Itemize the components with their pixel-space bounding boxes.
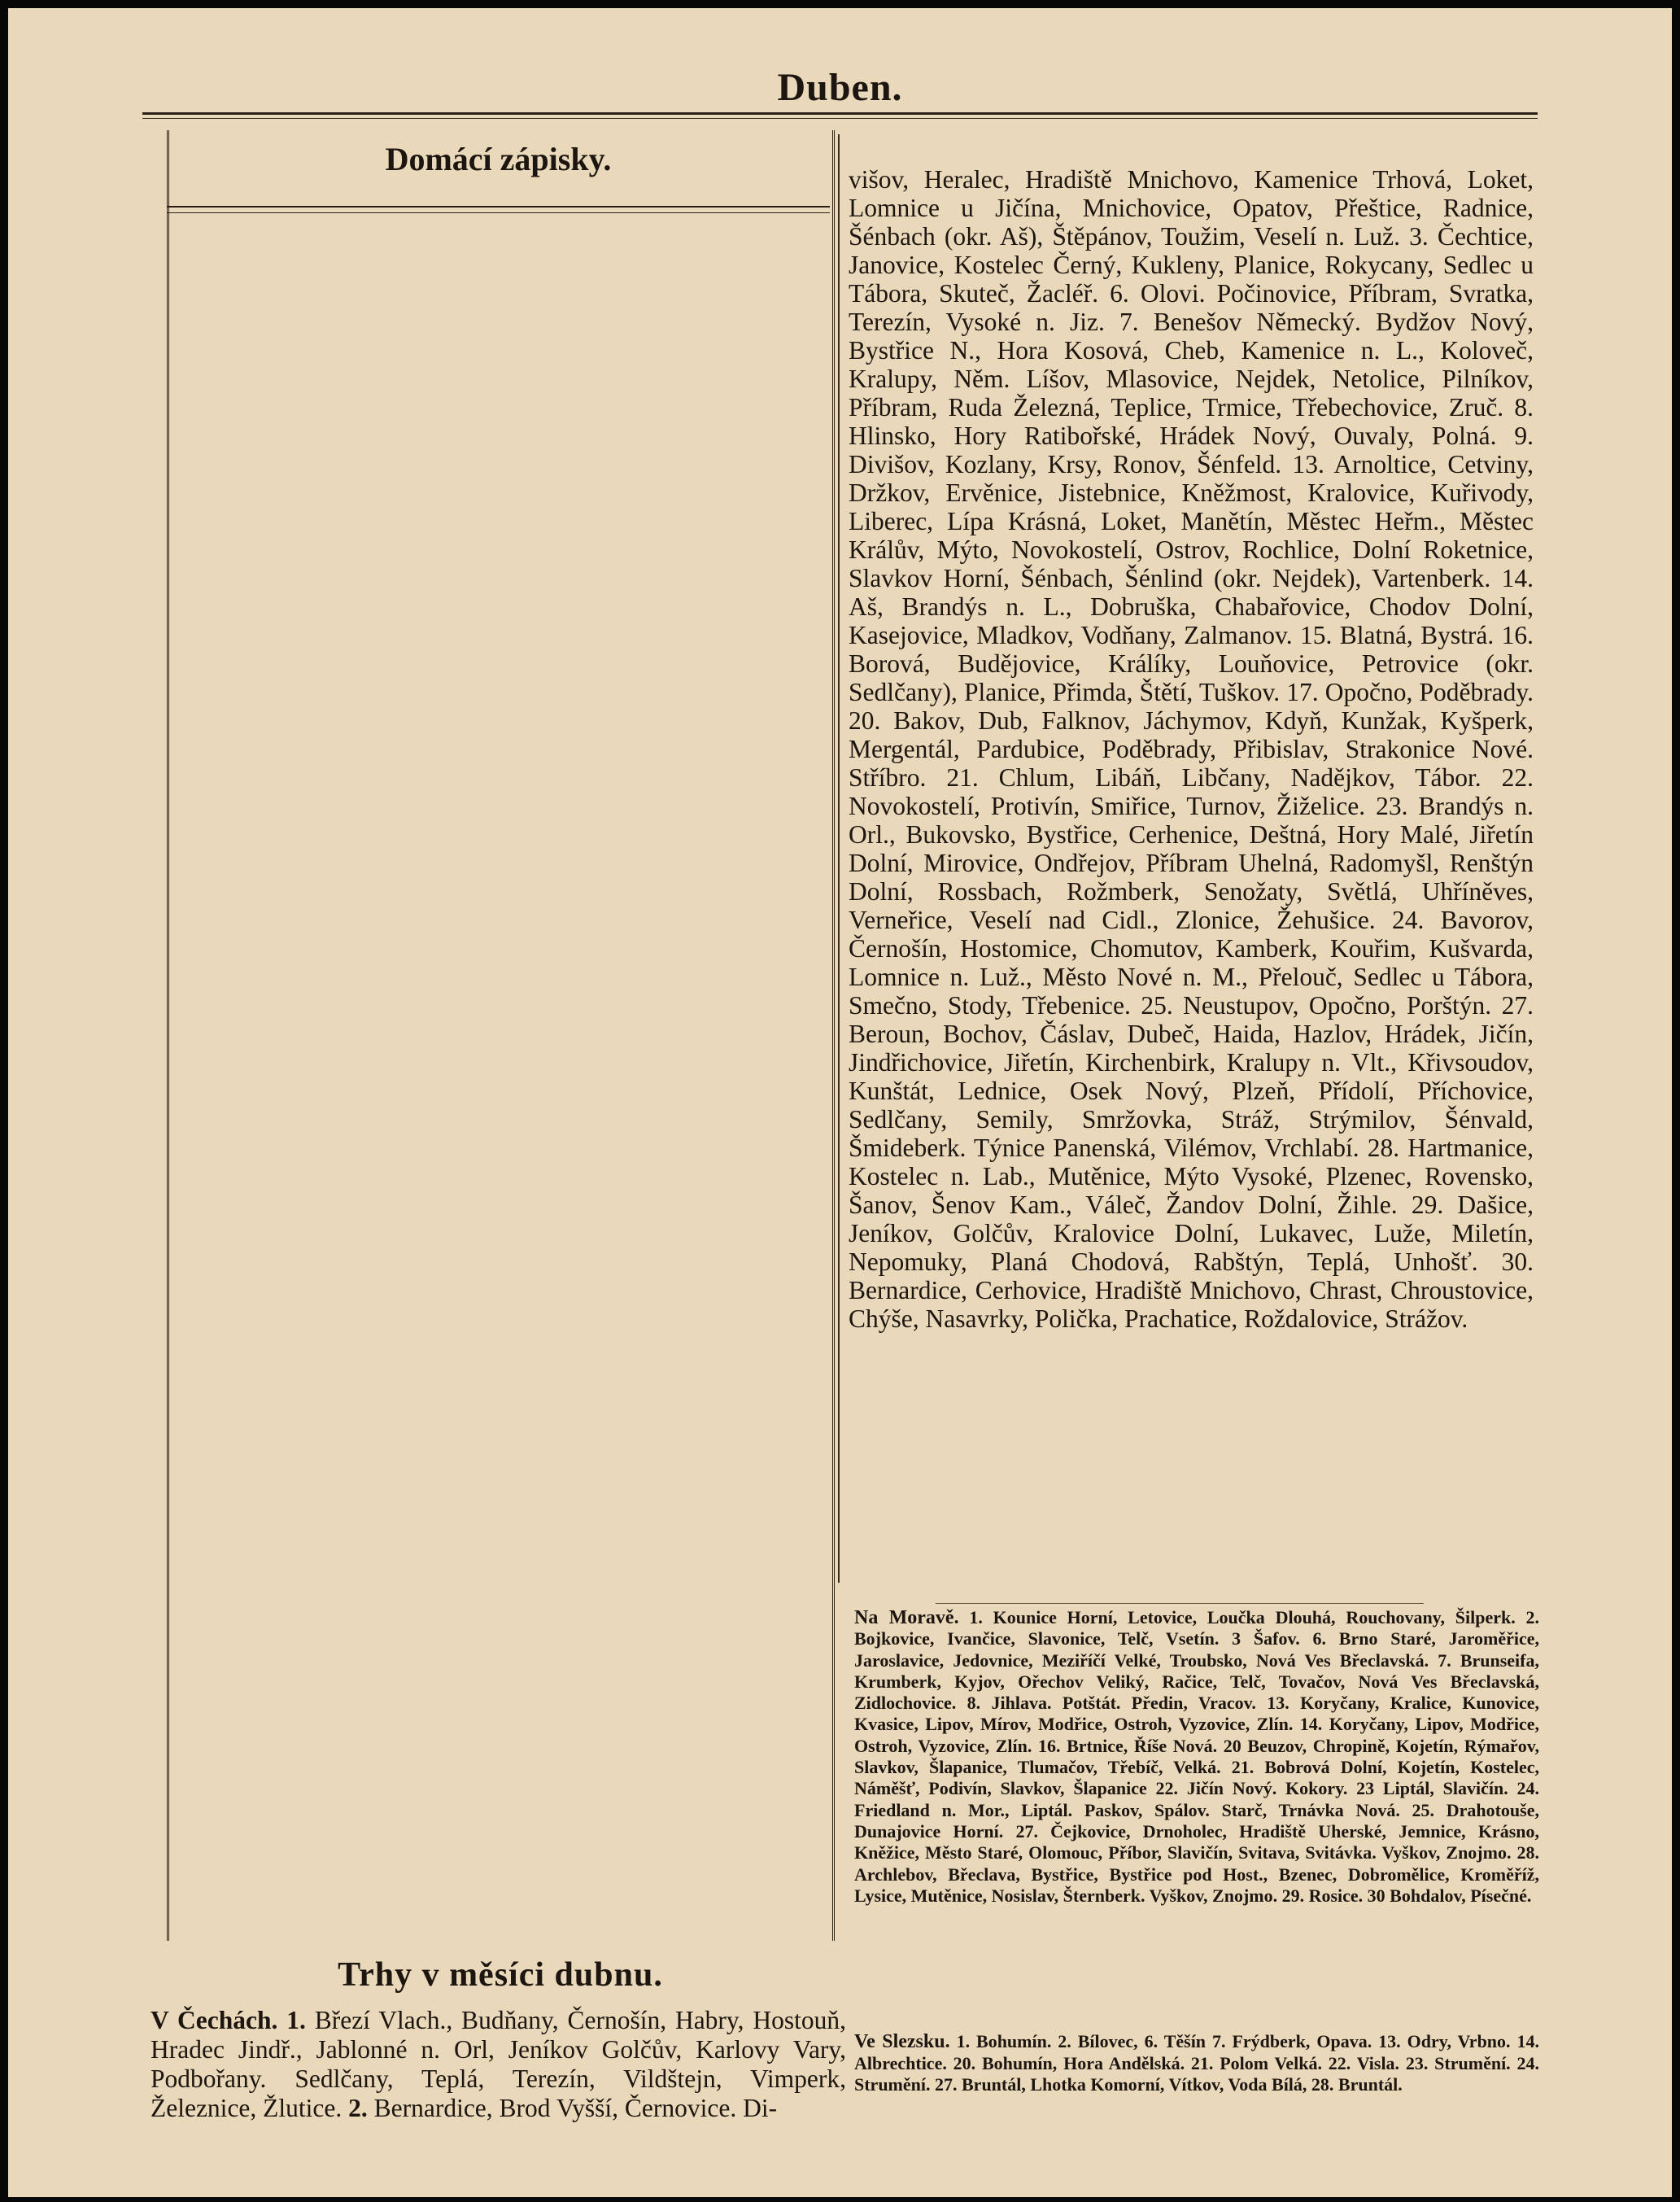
- header-rule: [142, 112, 1538, 115]
- page-title: Duben.: [777, 66, 903, 109]
- markets-morava: [854, 1607, 1539, 1907]
- cechy-day2-text: Bernardice, Brod Vyšší, Černovice. Di-: [373, 2094, 778, 2122]
- day-number: 2.: [348, 2094, 368, 2122]
- slezsko-heading: Ve Slezsku.: [854, 2031, 950, 2052]
- notes-rule-thin: [167, 212, 830, 213]
- cechy-heading: V Čechách.: [151, 2006, 278, 2034]
- morava-text: 1. Kounice Horní, Letovice, Loučka Dlouhá, Rouchovany, Šilperk. 2. Bojkovice, Ivančice, Slavonice, Telč, Vsetín. 3 Šafov. 6. Brno Staré, Jaroměřice, Jaroslavice, Jedovnice, Meziříčí Velké, Troubsko, Nová Ves Břeclavská. 7. Brunseifa, Krumberk, Kyjov, Ořechov Veliký, Račice, Telč, Tovačov, Nová Ves Břeclavská, Zidlochovice. 8. Jihlava. Potštát. Předin, Vracov. 13. Koryčany, Kralice, Kunovice, Kvasice, Lipov, Mírov, Modřice, Ostroh, Vyzovice, Zlín. 14. Koryčany, Lipov, Modřice, Ostroh, Vyzovice, Zlín. 16. Brtnice, Říše Nová. 20 Beuzov, Chropině, Kojetín, Rýmařov, Slavkov, Šlapanice, Tlumačov, Třebíč, Velká. 21. Bobrová Dolní, Kojetín, Kostelec, Náměšť, Podivín, Slavkov, Šlapanice 22. Jičín Nový. Kokory. 23 Liptál, Slavičín. 24. Friedland n. Mor., Liptál. Paskov, Spálov. Starč, Trnávka Nová. 25. Drahotouše, Dunajovice Horní. 27. Čejkovice, Drnoholec, Hradiště Uherské, Jemnice, Krásno, Kněžice, Město Staré, Olomouc, Příbor, Slavičín, Svitava, Svitávka. Vyškov, Znojmo. 28. Archlebov, Břeclava, Bystřice, Bystřice pod Host., Bzenec, Dobromělice, Kroměříž, Lysice, Mutěnice, Nosislav, Šternberk. Vyškov, Znojmo. 29. Rosice. 30 Bohdalov, Písečné.: [854, 1607, 1540, 1906]
- page: [8, 8, 1672, 2197]
- morava-heading: Na Moravě.: [854, 1607, 959, 1628]
- notes-box: [167, 130, 835, 1941]
- markets-cechy-start: [151, 2006, 846, 2123]
- slezsko-text: 1. Bohumín. 2. Bílovec, 6. Těšín 7. Frýdberk, Opava. 13. Odry, Vrbno. 14. Albrechtice. 20. Bohumín, Hora Andělská. 21. Polom Velká. 22. Visla. 23. Strumění. 24. Strumění. 27. Bruntál, Lhotka Komorní, Vítkov, Voda Bílá, 28. Bruntál.: [854, 2031, 1540, 2095]
- header-rule-thin: [142, 118, 1538, 119]
- markets-title: Trhy v měsíci dubnu.: [338, 1956, 663, 1994]
- notes-rule: [167, 206, 830, 208]
- markets-cechy-continued: višov, Heralec, Hradiště Mnichovo, Kamenice Trhová, Loket, Lomnice u Jičína, Mnichovice, Opatov, Přeštice, Radnice, Šénbach (okr. Aš), Štěpánov, Toužim, Veselí n. Luž. 3. Čechtice, Janovice, Kostelec Černý, Kukleny, Planice, Rokycany, Sedlec u Tábora, Skuteč, Žacléř. 6. Olovi. Počinovice, Příbram, Svratka, Terezín, Vysoké n. Jiz. 7. Benešov Německý. Bydžov Nový, Bystřice N., Hora Kosová, Cheb, Kamenice n. L., Koloveč, Kralupy, Něm. Líšov, Mlasovice, Nejdek, Netolice, Pilníkov, Příbram, Ruda Železná, Teplice, Trmice, Třebechovice, Zruč. 8. Hlinsko, Hory Ratibořské, Hrádek Nový, Ouvaly, Polná. 9. Divišov, Kozlany, Krsy, Ronov, Šénfeld. 13. Arnoltice, Cetviny, Držkov, Ervěnice, Jistebnice, Kněžmost, Kralovice, Kuřivody, Liberec, Lípa Krásná, Loket, Manětín, Městec Heřm., Městec Králův, Mýto, Novokostelí, Ostrov, Rochlice, Dolní Roketnice, Slavkov Horní, Šénbach, Šénlind (okr. Nejdek), Vartenberk. 14. Aš, Brandýs n. L., Dobruška, Chabařovice, Chodov Dolní, Kasejovice, Mladkov, Vodňany, Zalmanov. 15. Blatná, Bystrá. 16. Borová, Budějovice, Králíky, Louňovice, Petrovice (okr. Sedlčany), Planice, Přimda, Štětí, Tuškov. 17. Opočno, Poděbrady. 20. Bakov, Dub, Falknov, Jáchymov, Kdyň, Kunžak, Kyšperk, Mergentál, Pardubice, Poděbrady, Přibislav, Strakonice Nové. Stříbro. 21. Chlum, Libáň, Libčany, Nadějkov, Tábor. 22. Novokostelí, Protivín, Smiřice, Turnov, Žiželice. 23. Brandýs n. Orl., Bukovsko, Bystřice, Cerhenice, Deštná, Hory Malé, Jiřetín Dolní, Mirovice, Ondřejov, Příbram Uhelná, Radomyšl, Renštýn Dolní, Rossbach, Rožmberk, Senožaty, Světlá, Uhříněves, Verneřice, Veselí nad Cidl., Zlonice, Žehušice. 24. Bavorov, Černošín, Hostomice, Chomutov, Kamberk, Kouřim, Kušvarda, Lomnice n. Luž., Město Nové n. M., Přelouč, Sedlec u Tábora, Smečno, Stody, Třebenice. 25. Neustupov, Opočno, Porštýn. 27. Beroun, Bochov, Čáslav, Dubeč, Haida, Hazlov, Hrádek, Jičín, Jindřichovice, Jiřetín, Kirchenbirk, Kralupy n. Vlt., Křivsoudov, Kunštát, Lednice, Osek Nový, Plzeň, Přídolí, Příchovice, Sedlčany, Semily, Smržovka, Stráž, Strýmilov, Šénvald, Šmideberk. Týnice Panenská, Vilémov, Vrchlabí. 28. Hartmanice, Kostelec n. Lab., Mutěnice, Mýto Vysoké, Plzenec, Rovensko, Šanov, Šenov Kam., Váleč, Žandov Dolní, Žihle. 29. Dašice, Jeníkov, Golčův, Kralovice Dolní, Lukavec, Luže, Miletín, Nepomuky, Planá Chodová, Rabštýn, Teplá, Unhošť. 30. Bernardice, Cerhovice, Hradiště Mnichovo, Chrast, Chroustovice, Chýše, Nasavrky, Polička, Prachatice, Roždalovice, Strážov.: [849, 165, 1534, 1333]
- markets-slezsko: [854, 2031, 1539, 2096]
- notes-title: Domácí zápisky.: [385, 141, 612, 177]
- day-number: 1.: [286, 2006, 306, 2034]
- cechy-day1-text: Březí Vlach., Budňany, Černošín, Habry, Hostouň, Hradec Jindř., Jablonné n. Orl, Jeníkov Golčův, Karlovy Vary, Podbořany. Sedlčany, Teplá, Terezín, Vildštejn, Vimperk, Železnice, Žlutice.: [151, 2006, 846, 2122]
- section-divider: [936, 1603, 1424, 1604]
- column-divider: [838, 134, 840, 1583]
